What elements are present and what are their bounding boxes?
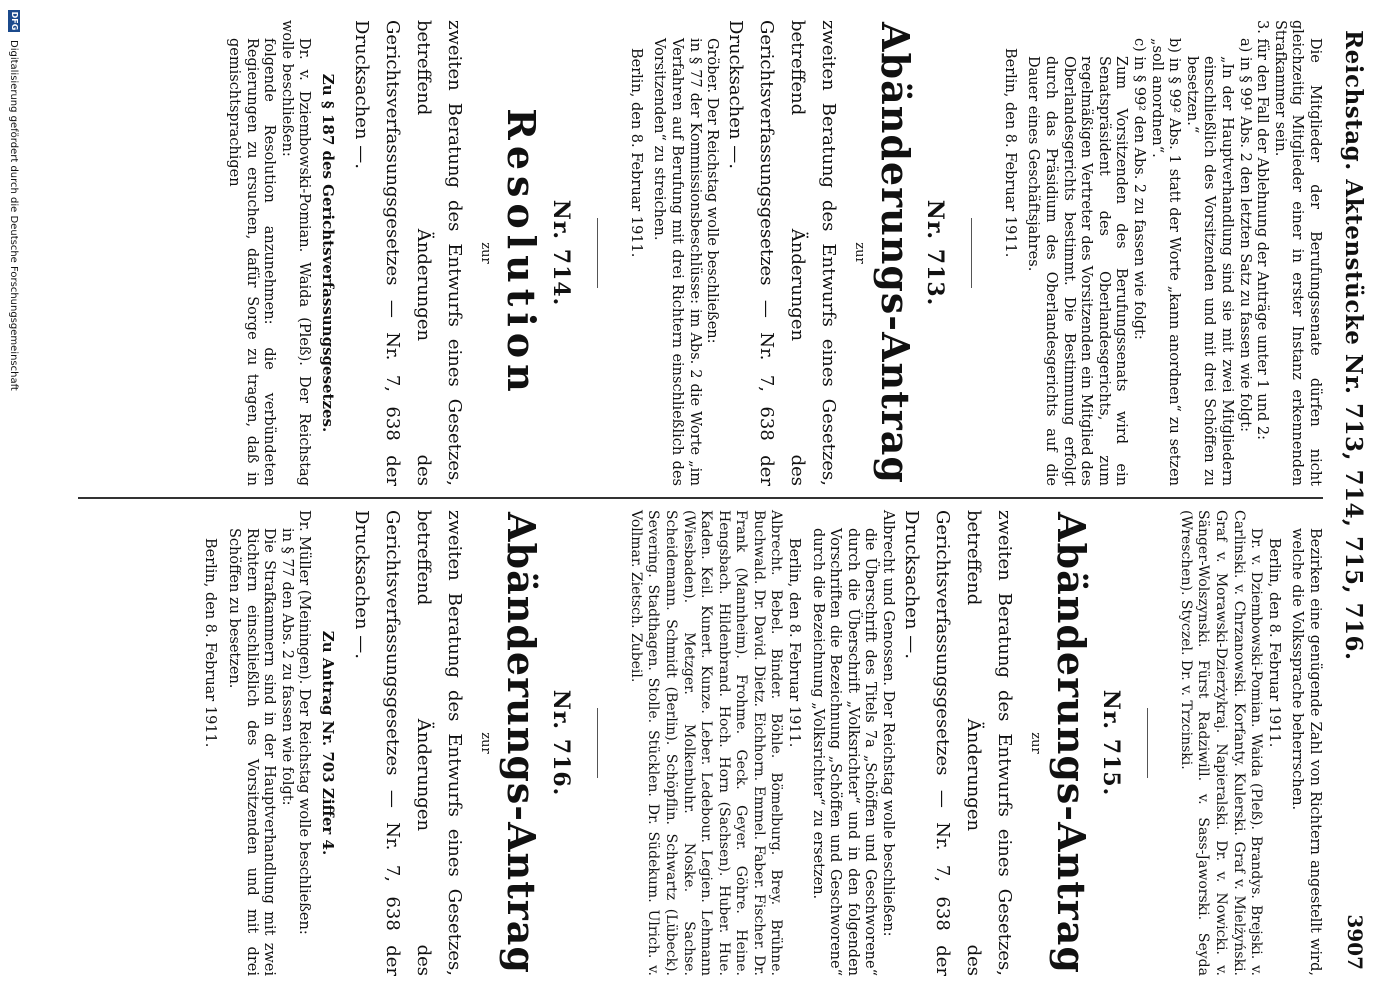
zur-714: zur xyxy=(477,242,493,264)
subheading-714: Zu § 187 des Gerichtsverfassungsgesetzes. xyxy=(318,73,337,433)
doc-number-715: Nr. 715. xyxy=(1098,689,1125,797)
motion-715-text: die Überschrift des Titels 7a „Schöffen und Geschworene“ durch die Überschrift „Volksrichter“ und in den folgenden Vorschriften die Bezeichnung „Schöffen und Geschworene“ durch die Bezeichnung „Volksrichter“ zu ersetzen. xyxy=(809,528,879,976)
doc-body-714: zweiten Beratung des Entwurfs eines Gesetzes, betreffend Änderungen des Gerichtsverfassungsgesetzes — Nr. 7, 638 der Drucksachen —. xyxy=(350,20,465,486)
right-column xyxy=(201,510,1323,976)
item-3c-quote: Zum Vorsitzenden des Berufungssenats wird ein Senatspräsident des Oberlandesgerichts, zum regelmäßigen Vertreter des Vorsitzenden ein Mitglied des Oberlandesgerichts bestimmt. Die Bestimmung erfolgt durch das Präsidium des Oberlandesgerichts auf die Dauer eines Geschäftsjahres. xyxy=(1025,56,1130,486)
item-3: 3. für den Fall der Ablehnung der Anträge unter 1 und 2: xyxy=(1254,20,1271,440)
motion-716-text-1: in § 77 den Abs. 2 zu fassen wie folgt: xyxy=(278,528,295,806)
date-715: Berlin, den 8. Februar 1911. xyxy=(786,538,803,748)
motion-716: Dr. Müller (Meiningen). Der Reichstag wolle beschließen: xyxy=(296,510,313,935)
item-3a-quote: „In der Hauptverhandlung sind sie mit zwei Mitgliedern einschließlich des Vorsitzenden und mit drei Schöffen zu besetzen.“ xyxy=(1183,56,1236,486)
doc-title-714: Resolution xyxy=(498,108,544,398)
dfg-logo-icon: DFG xyxy=(10,11,19,31)
date-line: Berlin, den 8. Februar 1911. xyxy=(1001,48,1018,258)
separator xyxy=(597,218,598,288)
motion-713-text: in § 77 der Kommissionsbeschlüsse: im Abs. 2 die Worte „im Verfahren auf Berufung mit drei Richtern einschließlich des Vorsitzenden“ zu streichen. xyxy=(651,38,703,486)
item-3a: a) in § 99¹ Abs. 2 den letzten Satz zu fassen wie folgt: xyxy=(1236,38,1253,432)
header-title: Reichstag. Aktenstücke Nr. 713, 714, 715, 716. xyxy=(1340,30,1367,661)
doc-title-716: Abänderungs-Antrag xyxy=(498,512,544,974)
continuation-714: Bezirken eine genügende Zahl von Richtern angestellt wird, welche die Volkssprache beherrschen. xyxy=(1289,528,1323,976)
page-header xyxy=(1335,30,1371,970)
doc-body-716: zweiten Beratung des Entwurfs eines Gesetzes, betreffend Änderungen des Gerichtsverfassungsgesetzes — Nr. 7, 638 der Drucksachen —. xyxy=(350,510,465,976)
zur-715: zur xyxy=(1027,732,1043,754)
separator xyxy=(1147,708,1148,778)
doc-title-715: Abänderungs-Antrag xyxy=(1048,512,1094,974)
zur-713: zur xyxy=(851,242,867,264)
intro-paragraph: Die Mitglieder der Berufungssenate dürfen nicht gleichzeitig Mitglieder einer in erster Instanz erkennenden Strafkammer sein. xyxy=(1271,20,1323,486)
motion-714-text: folgende Resolution anzunehmen: die verbündeten Regierungen zu ersuchen, dafür Sorge zu tragen, daß in gemischtsprachigen xyxy=(226,38,278,486)
signers-714: Dr. v. Dziembowski-Pomian. Waida (Pleß). Brandys. Brejski. v. Carlinski. v. Chrzanowski. Korfanty. Kulerski. Graf v. Mielżyński. Graf v. Morawski-Dzierżykraj. Napieralski. Dr. v. Nowicki. v. Sänger-Wolszynski. Fürst Radziwill. v. Sass-Jaworski. Seyda (Wreschen). Styczel. Dr. v. Trzcinski. xyxy=(1177,510,1265,976)
zur-716: zur xyxy=(477,732,493,754)
column-divider xyxy=(78,497,1323,499)
signers-715: Albrecht. Bebel. Binder. Böhle. Bömelburg. Brey. Brühne. Buchwald. Dr. David. Dietz. Eichhorn. Emmel. Faber. Fischer. Dr. Frank (Mannheim). Frohme. Geck. Geyer. Göhre. Heine. Hengsbach. Hildenbrand. Hoch. Horn (Sachsen). Huber. Hue. Kaden. Keil. Kunert. Kunze. Leber. Ledebour. Legien. Lehmann (Wiesbaden). Metzger. Molkenbuhr. Noske. Sachse. Scheidemann. Schmidt (Berlin). Schöpflin. Schwartz (Lübeck). Severing. Stadthagen. Stolle. Stücklen. Dr. Südekum. Ulrich. v. Vollmar. Zietsch. Zubeil. xyxy=(627,510,785,976)
date-713: Berlin, den 8. Februar 1911. xyxy=(627,48,644,258)
separator xyxy=(971,218,972,288)
doc-number-714: Nr. 714. xyxy=(548,199,575,307)
doc-number-716: Nr. 716. xyxy=(548,689,575,797)
digitization-note: Digitalisierung gefördert durch die Deutsche Forschungsgemeinschaft xyxy=(8,40,19,391)
motion-715: Albrecht und Genossen. Der Reichstag wolle beschließen: xyxy=(880,510,897,937)
motion-713: Gröber. Der Reichstag wolle beschließen: xyxy=(704,38,721,344)
item-3c: c) in § 99² den Abs. 2 zu fassen wie folgt: xyxy=(1131,38,1148,340)
page-number: 3907 xyxy=(1343,914,1367,970)
left-column xyxy=(224,20,1323,486)
motion-714: Dr. v. Dziembowski-Pomian. Waida (Pleß). Der Reichstag wolle beschließen: xyxy=(278,20,313,486)
item-3b: b) in § 99² Abs. 1 statt der Worte „kann anordnen“ zu setzen „soll anordnen“. xyxy=(1148,38,1183,486)
subheading-716: Zu Antrag Nr. 703 Ziffer 4. xyxy=(318,630,337,856)
doc-title-713: Abänderungs-Antrag xyxy=(872,22,918,484)
doc-body-715: zweiten Beratung des Entwurfs eines Gesetzes, betreffend Änderungen des Gerichtsverfassungsgesetzes — Nr. 7, 638 der Drucksachen —. xyxy=(901,510,1016,976)
motion-716-text-2: Die Strafkammern sind in der Hauptverhandlung mit zwei Richtern einschließlich des Vorsitzenden und mit drei Schöffen zu besetzen. xyxy=(226,528,278,976)
doc-number-713: Nr. 713. xyxy=(922,199,949,307)
date-714: Berlin, den 8. Februar 1911. xyxy=(1265,538,1282,748)
separator xyxy=(597,708,598,778)
doc-body-713: zweiten Beratung des Entwurfs eines Gesetzes, betreffend Änderungen des Gerichtsverfassungsgesetzes — Nr. 7, 638 der Drucksachen —. xyxy=(725,20,840,486)
date-716: Berlin, den 8. Februar 1911. xyxy=(202,538,219,748)
